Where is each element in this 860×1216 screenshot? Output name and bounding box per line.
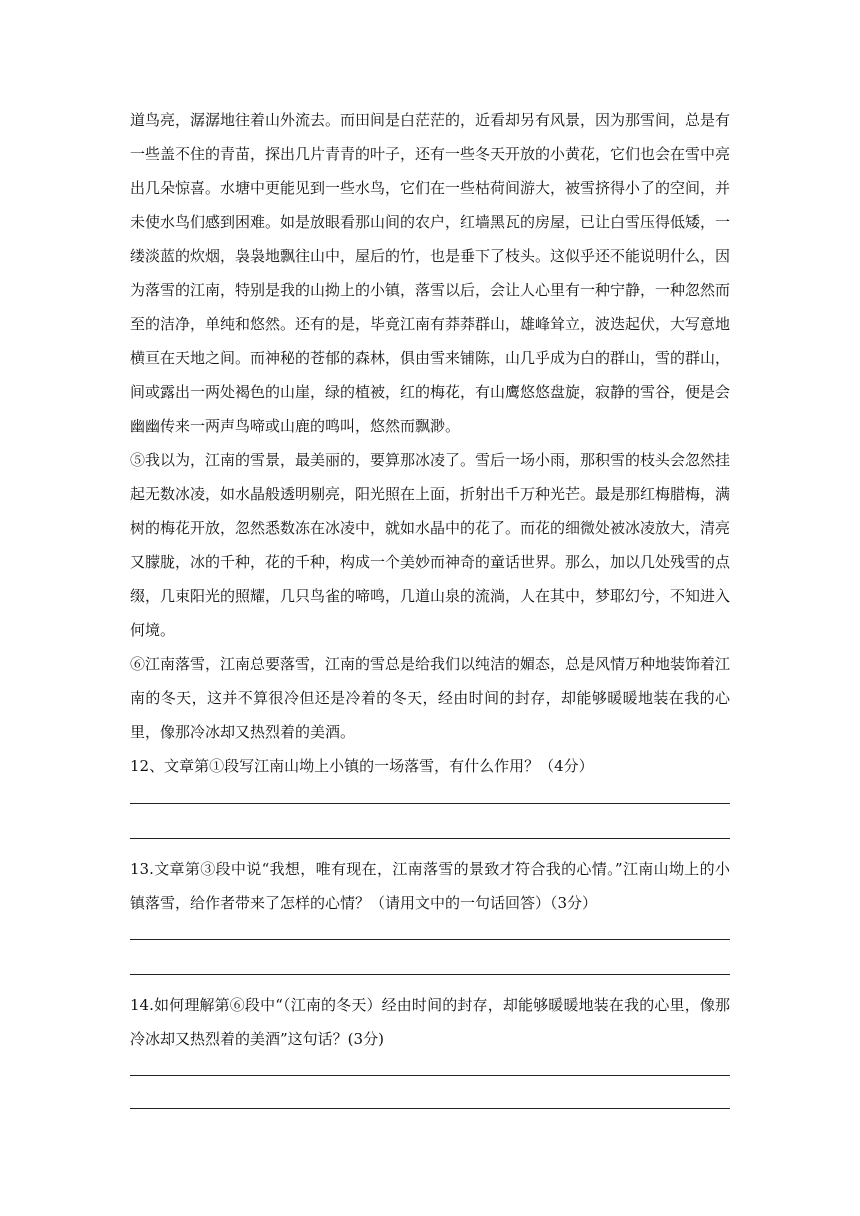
question-14: 14.如何理解第⑥段中“（江南的冬天）经由时间的封存，却能够暖暖地装在我的心里，像那冷冰却又热烈着的美酒”这句话？(3分) xyxy=(130,996,730,1048)
answer-line-13-2[interactable] xyxy=(130,974,730,975)
question-12: 12、文章第①段写江南山坳上小镇的一场落雪，有什么作用？（4分） xyxy=(130,757,594,775)
answer-line-12-1[interactable] xyxy=(130,803,730,804)
question-13: 13.文章第③段中说“我想，唯有现在，江南落雪的景致才符合我的心情。”江南山坳上的小镇落雪，给作者带来了怎样的心情？（请用文中的一句话回答）（3分） xyxy=(130,860,730,912)
passage-paragraph-continued: 道鸟亮，潺潺地往着山外流去。而田间是白茫茫的，近看却另有风景，因为那雪间，总是有一些盖不住的青苗，探出几片青青的叶子，还有一些冬天开放的小黄花，它们也会在雪中亮出几朵惊喜。水塘中更能见到一些水鸟，它们在一些枯荷间游大，被雪挤得小了的空间，并未使水鸟们感到困难。如是放眼看那山间的农户，红墙黑瓦的房屋，已让白雪压得低矮，一缕淡蓝的炊烟，袅袅地飘往山中，屋后的竹，也是垂下了枝头。这似乎还不能说明什么，因为落雪的江南，特别是我的山拗上的小镇，落雪以后，会让人心里有一种宁静，一种忽然而至的洁净，单纯和悠然。还有的是，毕竟江南有莽莽群山，雄峰耸立，波迭起伏，大写意地横亘在天地之间。而神秘的苍郁的森林，俱由雪来铺陈，山几乎成为白的群山，雪的群山，间或露出一两处褐色的山崖，绿的植被，红的梅花，有山鹰悠悠盘旋，寂静的雪谷，便是会幽幽传来一两声鸟啼或山鹿的鸣叫，悠然而飘渺。 xyxy=(130,111,731,435)
passage-paragraph-6: ⑥江南落雪，江南总要落雪，江南的雪总是给我们以纯洁的媚态，总是风情万种地装饰着江南的冬天，这并不算很冷但还是冷着的冬天，经由时间的封存，却能够暖暖地装在我的心里，像那冷冰却又热烈着的美酒。 xyxy=(130,655,731,741)
answer-line-14-1[interactable] xyxy=(130,1075,730,1076)
answer-line-14-2[interactable] xyxy=(130,1108,730,1109)
passage-paragraph-5: ⑤我以为，江南的雪景，最美丽的，要算那冰凌了。雪后一场小雨，那积雪的枝头会忽然挂起无数冰凌，如水晶般透明剔亮，阳光照在上面，折射出千万种光芒。最是那红梅腊梅，满树的梅花开放，忽然悉数冻在冰凌中，就如水晶中的花了。而花的细微处被冰凌放大，清亮又朦胧，冰的千种，花的千种，构成一个美妙而神奇的童话世界。那么，加以几处残雪的点缀，几束阳光的照耀，几只鸟雀的啼鸣，几道山泉的流淌，人在其中，梦耶幻兮，不知进入何境。 xyxy=(130,451,731,639)
answer-line-13-1[interactable] xyxy=(130,939,730,940)
answer-line-12-2[interactable] xyxy=(130,838,730,839)
